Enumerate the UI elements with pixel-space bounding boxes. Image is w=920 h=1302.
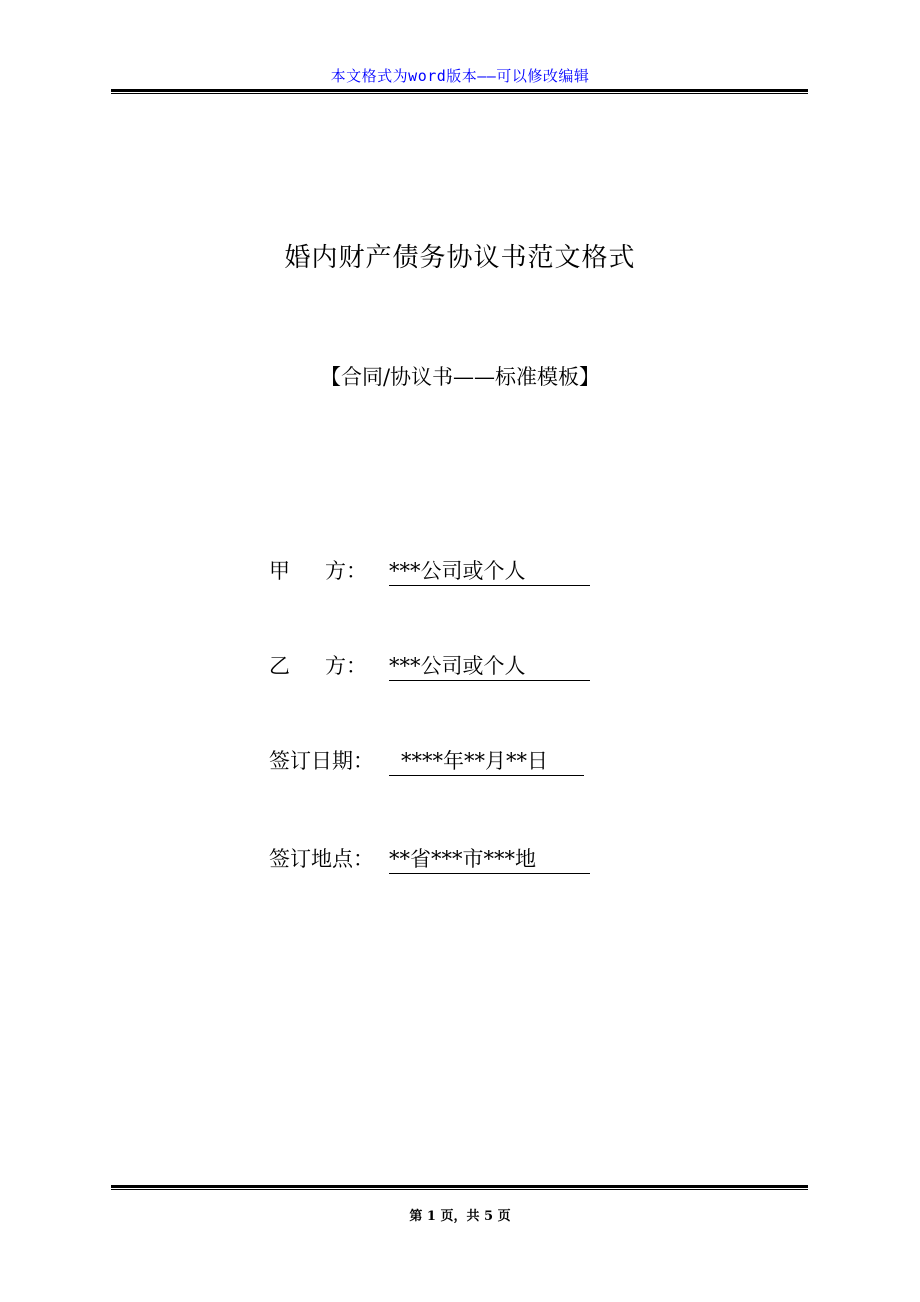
signing-date-value[interactable]: ****年**月**日 [389, 747, 584, 776]
footer-rule [111, 1185, 808, 1190]
party-b-label [269, 651, 389, 681]
header-note: 本文格式为word版本——可以修改编辑 [330, 67, 590, 85]
party-b-value[interactable]: ***公司或个人 [389, 652, 590, 681]
signing-place-label: 签订地点： [269, 847, 374, 871]
party-a-value[interactable]: ***公司或个人 [389, 557, 590, 586]
party-a-label [269, 556, 389, 586]
signing-date-label: 签订日期： [269, 749, 374, 773]
party-a-field [269, 556, 590, 586]
signing-place-value[interactable]: **省***市***地 [389, 845, 590, 874]
page-number: 第 1 页，共 5 页 [409, 1209, 511, 1224]
party-b-label-char: 乙 [269, 654, 290, 678]
header-rule [111, 89, 808, 94]
party-a-label-suffix: 方： [325, 559, 367, 583]
party-a-label-char: 甲 [269, 559, 290, 583]
party-b-label-suffix: 方： [325, 654, 367, 678]
document-subtitle: 【合同/协议书——标准模板】 [319, 365, 601, 389]
signing-place-field [269, 844, 590, 874]
party-b-field [269, 651, 590, 681]
document-title: 婚内财产债务协议书范文格式 [284, 243, 636, 273]
signing-date-field [269, 746, 584, 776]
